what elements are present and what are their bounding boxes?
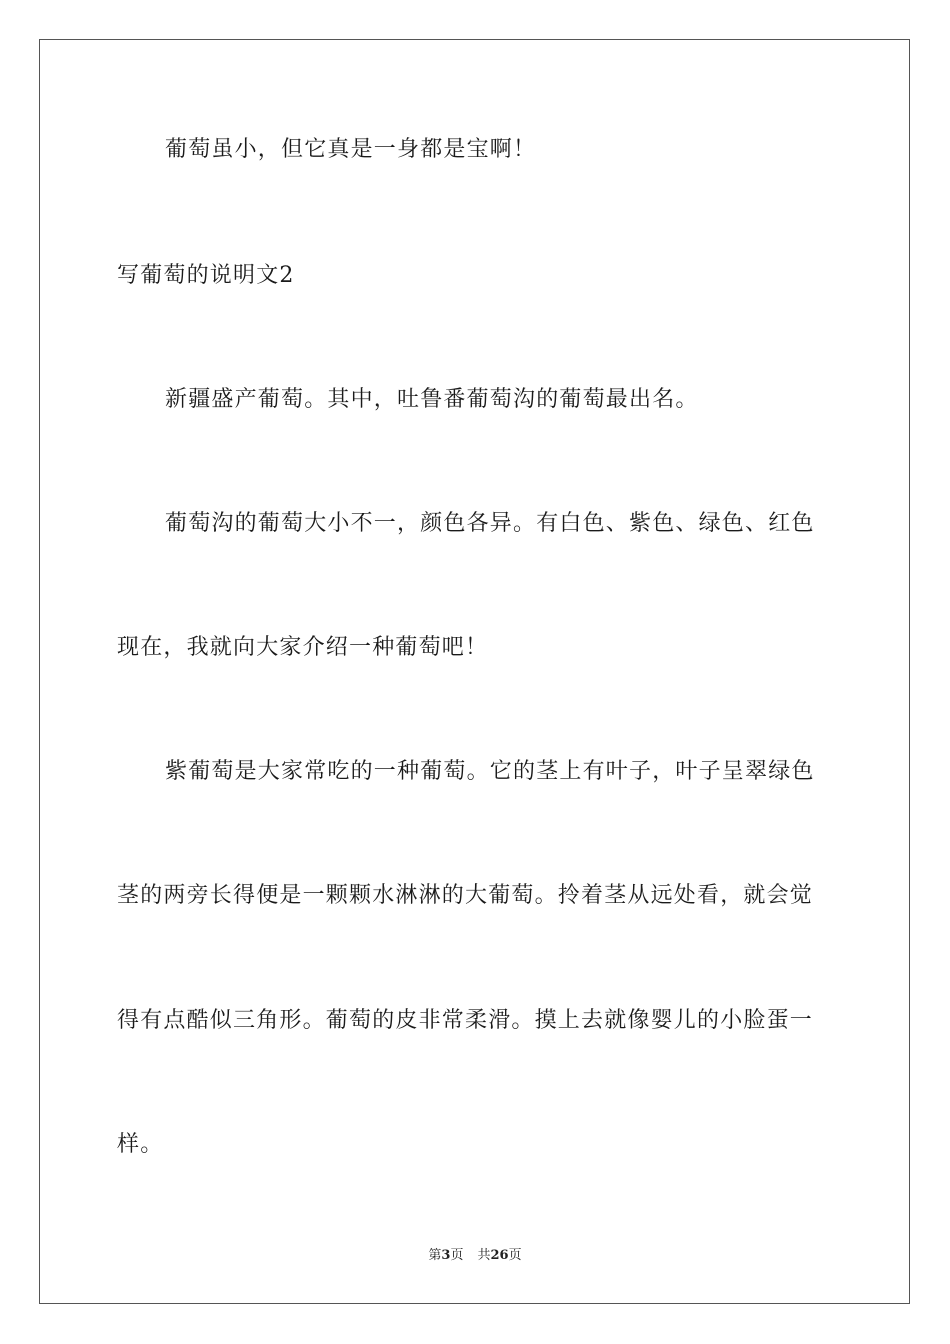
footer-page-prefix: 第	[428, 1248, 442, 1263]
paragraph-line-6: 茎的两旁长得便是一颗颗水淋淋的大葡萄。拎着茎从远处看，就会觉	[117, 883, 814, 908]
footer-total-prefix: 共	[477, 1248, 491, 1263]
footer-total-suffix: 页	[508, 1248, 522, 1263]
paragraph-line-2: 新疆盛产葡萄。其中，吐鲁番葡萄沟的葡萄最出名。	[165, 387, 699, 412]
paragraph-line-1: 葡萄虽小，但它真是一身都是宝啊！	[165, 137, 537, 162]
paragraph-line-4: 现在，我就向大家介绍一种葡萄吧！	[117, 635, 489, 660]
page-footer	[0, 1247, 950, 1265]
paragraph-line-7: 得有点酷似三角形。葡萄的皮非常柔滑。摸上去就像婴儿的小脸蛋一	[117, 1008, 814, 1033]
paragraph-line-5: 紫葡萄是大家常吃的一种葡萄。它的茎上有叶子，叶子呈翠绿色	[165, 759, 815, 784]
footer-page-number: 3	[441, 1248, 451, 1263]
section-heading: 写葡萄的说明文2	[117, 263, 295, 288]
footer-total-pages: 26	[490, 1248, 509, 1263]
paragraph-line-8: 样。	[117, 1132, 164, 1157]
paragraph-line-3: 葡萄沟的葡萄大小不一，颜色各异。有白色、紫色、绿色、红色	[165, 511, 815, 536]
page-border	[39, 39, 910, 1304]
footer-page-suffix: 页	[450, 1248, 464, 1263]
